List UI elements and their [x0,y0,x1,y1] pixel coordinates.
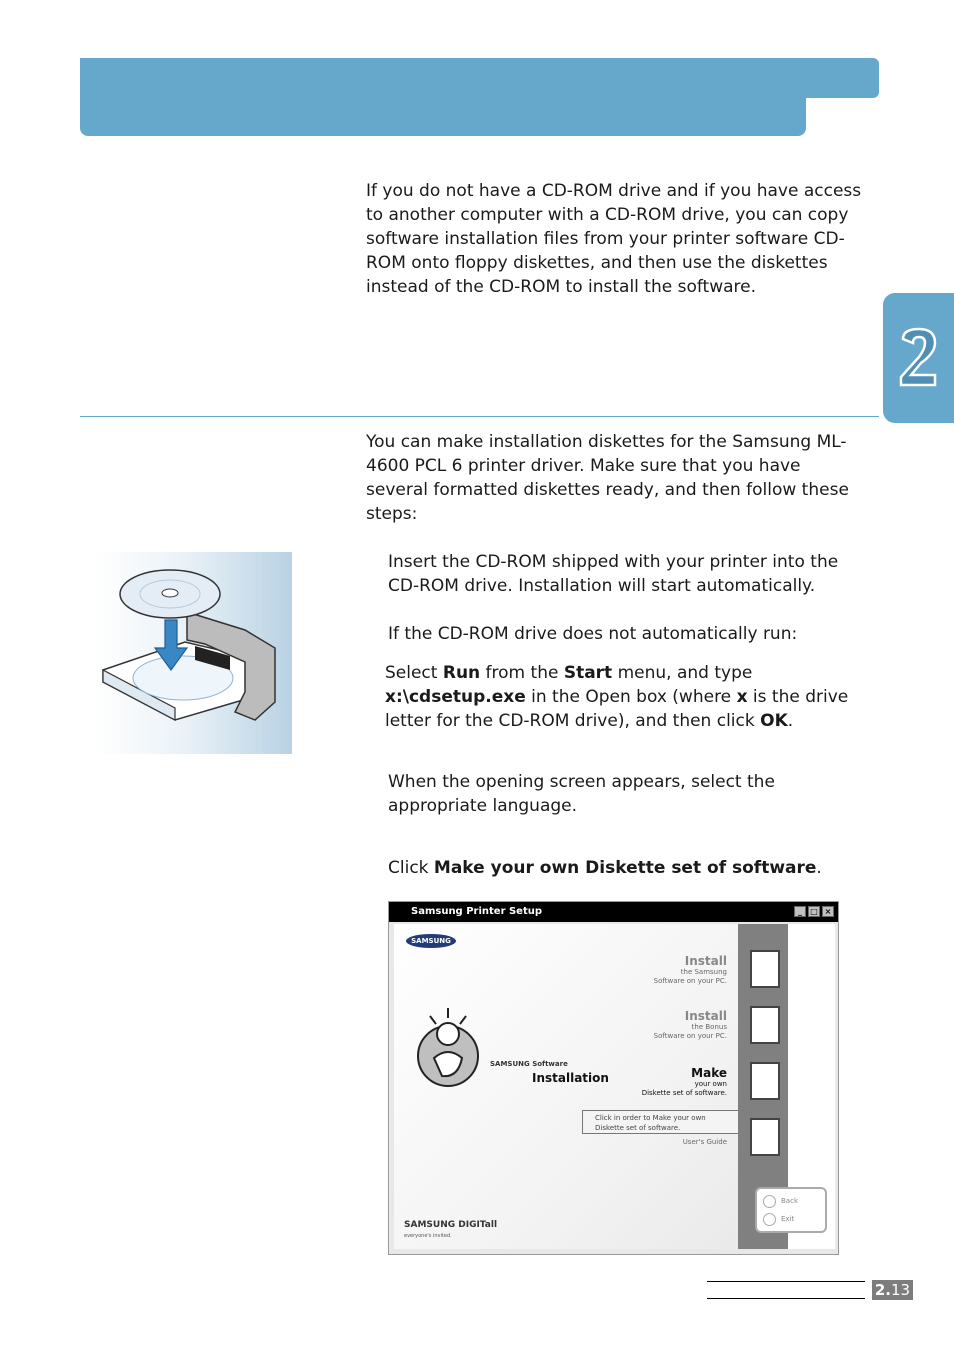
nav-box [755,1187,827,1233]
back-icon [763,1195,776,1208]
samsung-tagline: everyone's invited. [404,1233,452,1239]
footer-rule-bottom [707,1298,865,1299]
mascot-illustration [412,1006,484,1088]
menu-make-diskettes[interactable]: Make your own Diskette set of software. [641,1066,727,1097]
step-1-note: If the CD-ROM drive does not automatically run: [388,624,798,644]
chapter-tab [883,293,954,423]
step-3-text: Click Make your own Diskette set of software. [388,858,822,878]
book-icon[interactable] [750,1118,780,1156]
section-intro-paragraph: You can make installation diskettes for the Samsung ML-4600 PCL 6 printer driver. Make sure that you have several formatted diskettes ready, and then follow these steps: [366,432,849,524]
exit-icon [763,1213,776,1226]
window-body [394,924,835,1249]
step-1-text: Insert the CD-ROM shipped with your printer into the CD-ROM drive. Installation will start automatically. [388,552,839,596]
close-button[interactable]: × [822,906,834,917]
header-tab [790,58,879,98]
hint-tooltip: Click in order to Make your own Diskette set of software. [582,1110,740,1134]
exit-button[interactable]: Exit [781,1215,795,1223]
setup-window-screenshot [388,901,839,1255]
page-number: 2.13 [872,1280,913,1300]
step-2-text: When the opening screen appears, select the appropriate language. [388,772,775,816]
minimize-button[interactable]: _ [794,906,806,917]
chapter-number-glyph [897,325,941,389]
window-title-bar [389,902,838,922]
samsung-digitall-logo: SAMSUNG DIGITall [404,1220,498,1230]
gift-icon[interactable] [750,1006,780,1044]
step-1-substep: Select Run from the Start menu, and type x:\cdsetup.exe in the Open box (where x is the drive letter for the CD-ROM drive), and then click OK. [385,663,849,731]
diskette-icon[interactable] [750,1062,780,1100]
menu-install-samsung[interactable]: Install the Samsung Software on your PC. [653,954,727,985]
cd-insert-illustration [95,552,292,754]
menu-install-bonus[interactable]: Install the Bonus Software on your PC. [653,1009,727,1040]
installation-label: Installation [532,1071,609,1085]
install-samsung-icon[interactable] [750,950,780,988]
footer-rule-top [707,1281,865,1282]
back-button[interactable]: Back [781,1197,798,1205]
samsung-software-label: SAMSUNG Software [490,1060,568,1068]
header-band [80,58,806,136]
maximize-button[interactable]: □ [808,906,820,917]
window-title: Samsung Printer Setup [411,906,543,917]
menu-users-guide[interactable]: User's Guide [682,1138,727,1146]
section-divider [80,416,879,417]
samsung-logo: SAMSUNG [406,934,456,948]
intro-paragraph: If you do not have a CD-ROM drive and if you have access to another computer with a CD-ROM drive, you can copy software installation files from your printer software CD-ROM onto floppy diskettes, and then use the diskettes instead of the CD-ROM to install the software. [366,181,862,297]
